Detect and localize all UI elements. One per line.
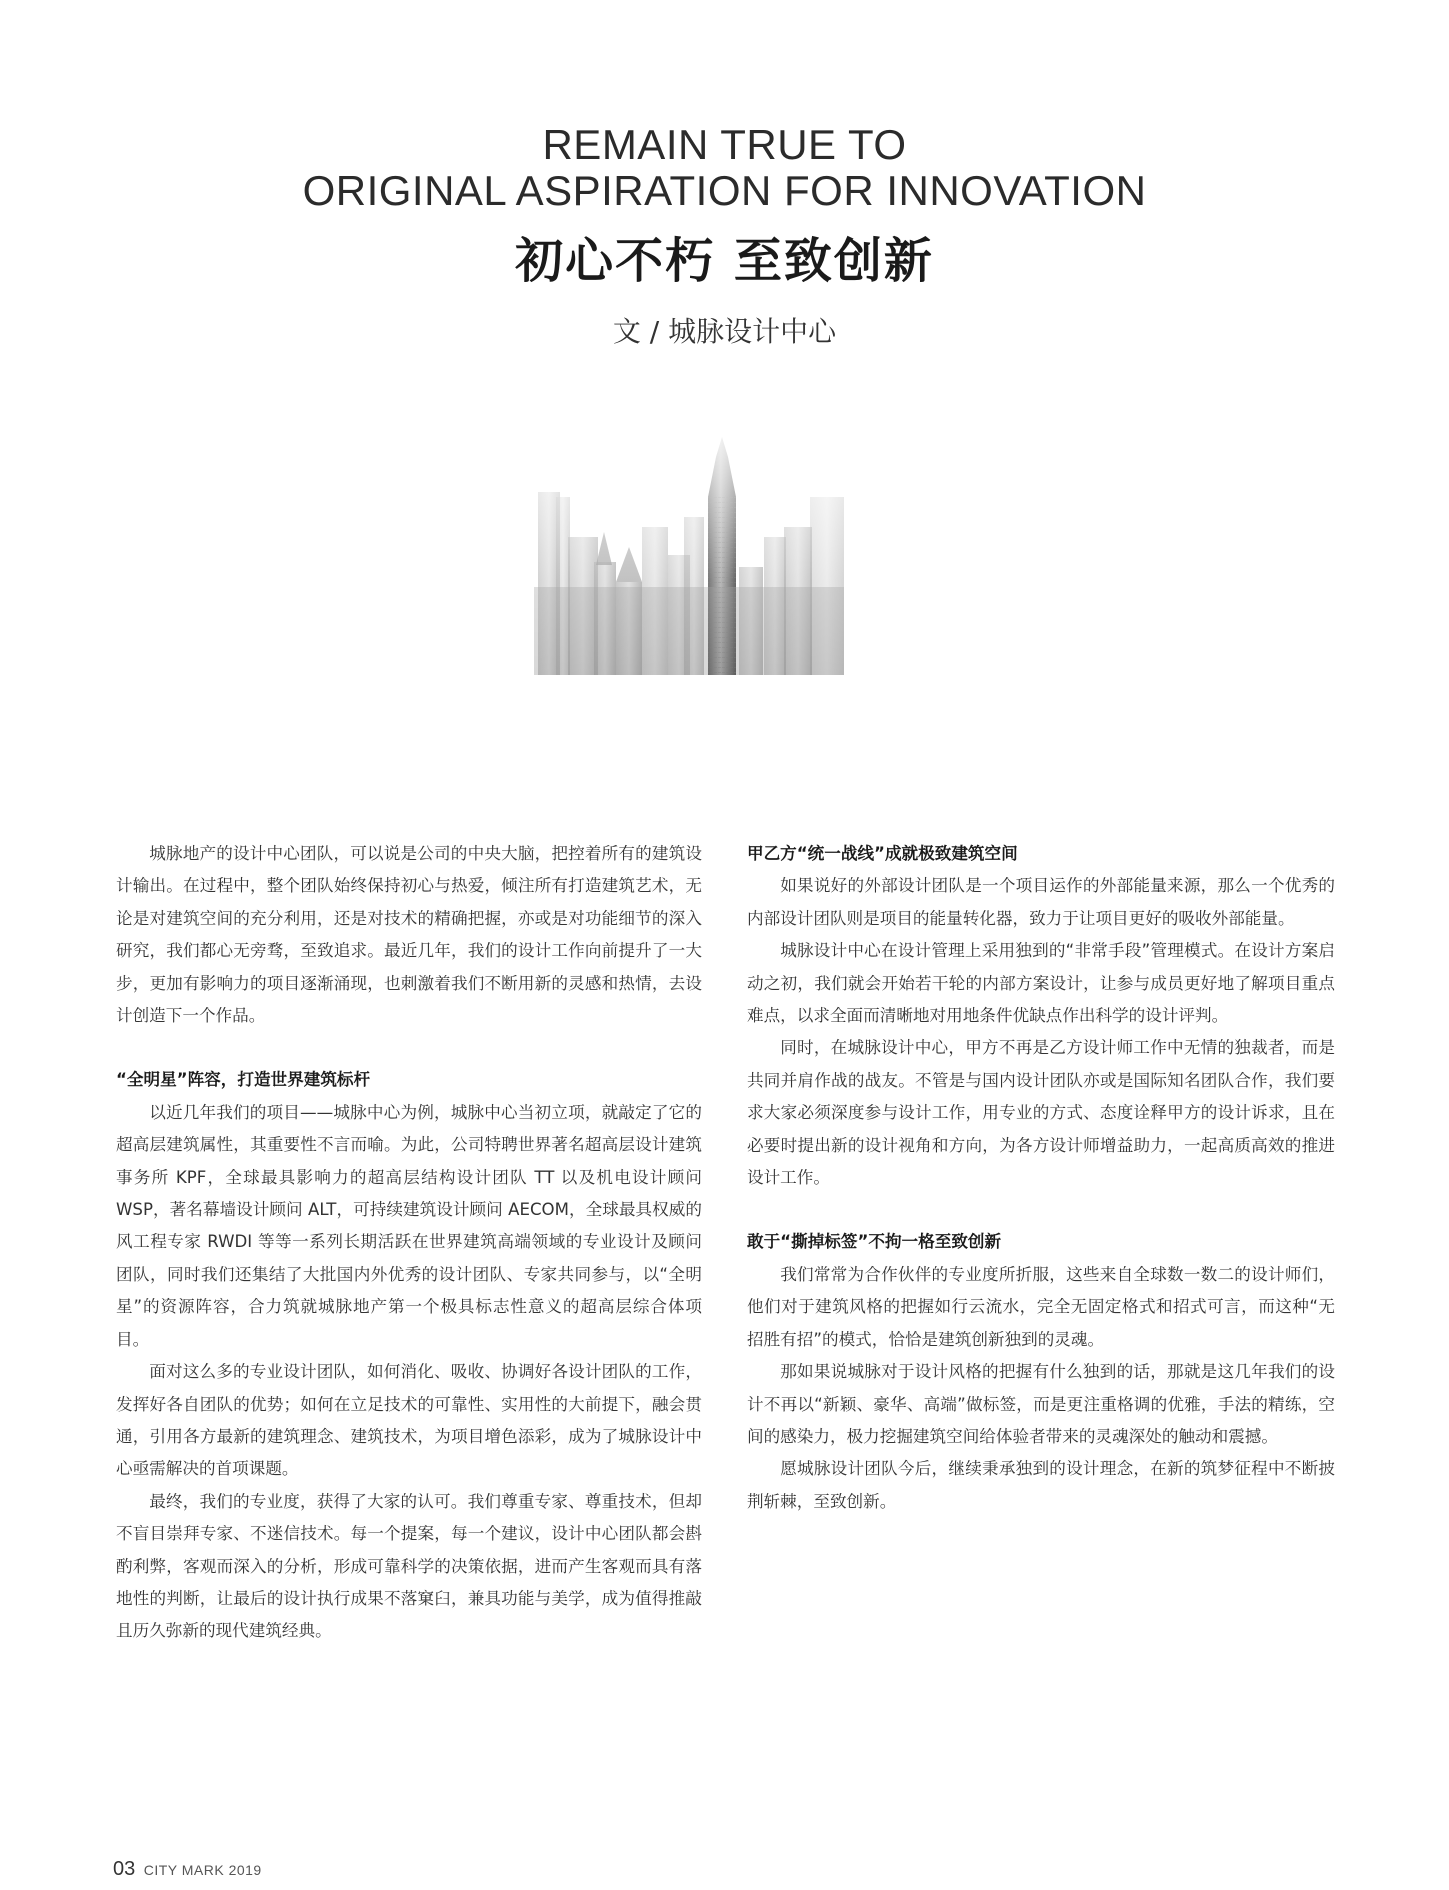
english-title-line-2: ORIGINAL ASPIRATION FOR INNOVATION — [302, 167, 1147, 214]
section-heading: 敢于“撕掉标签”不拘一格至致创新 — [747, 1232, 1002, 1252]
english-title-line-1: REMAIN TRUE TO — [542, 121, 907, 168]
right-column — [747, 838, 1335, 1518]
page-number: 03 — [113, 1858, 136, 1880]
page-footer — [113, 1858, 262, 1881]
paragraph: 同时，在城脉设计中心，甲方不再是乙方设计师工作中无情的独裁者，而是共同并肩作战的战友。不管是与国内设计团队亦或是国际知名团队合作，我们要求大家必须深度参与设计工作，用专业的方式、态度诠释甲方的设计诉求，且在必要时提出新的设计视角和方向，为各方设计师增益助力，一起高质高效的推进设计工作。 — [747, 1038, 1335, 1188]
paragraph: 以近几年我们的项目——城脉中心为例，城脉中心当初立项，就敲定了它的超高层建筑属性，其重要性不言而喻。为此，公司特聘世界著名超高层设计建筑事务所 KPF，全球最具影响力的超高层结构设计团队 TT 以及机电设计顾问 WSP，著名幕墙设计顾问 ALT，可持续建筑设计顾问 AECOM，全球最具权威的风工程专家 RWDI 等等一系列长期活跃在世界建筑高端领域的专业设计及顾问团队，同时我们还集结了大批国内外优秀的设计团队、专家共同参与，以“全明星”的资源阵容，合力筑就城脉地产第一个极具标志性意义的超高层综合体项目。 — [116, 1102, 702, 1349]
paragraph: 城脉地产的设计中心团队，可以说是公司的中央大脑，把控着所有的建筑设计输出。在过程中，整个团队始终保持初心与热爱，倾注所有打造建筑艺术，无论是对建筑空间的充分利用，还是对技术的精确把握，亦或是对功能细节的深入研究，我们都心无旁骛，至致追求。最近几年，我们的设计工作向前提升了一大步，更加有影响力的项目逐渐涌现，也刺激着我们不断用新的灵感和热情，去设计创造下一个作品。 — [116, 844, 702, 1026]
paragraph: 最终，我们的专业度，获得了大家的认可。我们尊重专家、尊重技术，但却不盲目崇拜专家、不迷信技术。每一个提案，每一个建议，设计中心团队都会斟酌利弊，客观而深入的分析，形成可靠科学的决策依据，进而产生客观而具有落地性的判断，让最后的设计执行成果不落窠臼，兼具功能与美学，成为值得推敲且历久弥新的现代建筑经典。 — [116, 1491, 702, 1641]
paragraph: 如果说好的外部设计团队是一个项目运作的外部能量来源，那么一个优秀的内部设计团队则是项目的能量转化器，致力于让项目更好的吸收外部能量。 — [747, 876, 1335, 928]
article-header — [0, 122, 1449, 291]
paragraph: 城脉设计中心在设计管理上采用独到的“非常手段”管理模式。在设计方案启动之初，我们就会开始若干轮的内部方案设计，让参与成员更好地了解项目重点难点，以求全面而清晰地对用地条件优缺点作出科学的设计评判。 — [747, 941, 1335, 1026]
paragraph: 我们常常为合作伙伴的专业度所折服，这些来自全球数一数二的设计师们，他们对于建筑风格的把握如行云流水，完全无固定格式和招式可言，而这种“无招胜有招”的模式，恰恰是建筑创新独到的灵魂。 — [747, 1264, 1335, 1349]
city-skyline-illustration — [534, 437, 844, 675]
left-column — [116, 838, 702, 1648]
section-heading: “全明星”阵容，打造世界建筑标杆 — [116, 1070, 371, 1090]
paragraph: 面对这么多的专业设计团队，如何消化、吸收、协调好各设计团队的工作，发挥好各自团队的优势；如何在立足技术的可靠性、实用性的大前提下，融会贯通，引用各方最新的建筑理念、建筑技术，为项目增色添彩，成为了城脉设计中心亟需解决的首项课题。 — [116, 1362, 702, 1479]
author-byline: 文 / 城脉设计中心 — [612, 315, 837, 348]
paragraph: 愿城脉设计团队今后，继续秉承独到的设计理念，在新的筑梦征程中不断披荆斩棘，至致创新。 — [747, 1459, 1335, 1511]
magazine-name: CITY MARK 2019 — [143, 1862, 262, 1878]
paragraph: 那如果说城脉对于设计风格的把握有什么独到的话，那就是这几年我们的设计不再以“新颖、豪华、高端”做标签，而是更注重格调的优雅，手法的精练，空间的感染力，极力挖掘建筑空间给体验者带来的灵魂深处的触动和震撼。 — [747, 1362, 1335, 1446]
chinese-title: 初心不朽 至致创新 — [515, 233, 934, 289]
section-heading: 甲乙方“统一战线”成就极致建筑空间 — [747, 844, 1018, 863]
